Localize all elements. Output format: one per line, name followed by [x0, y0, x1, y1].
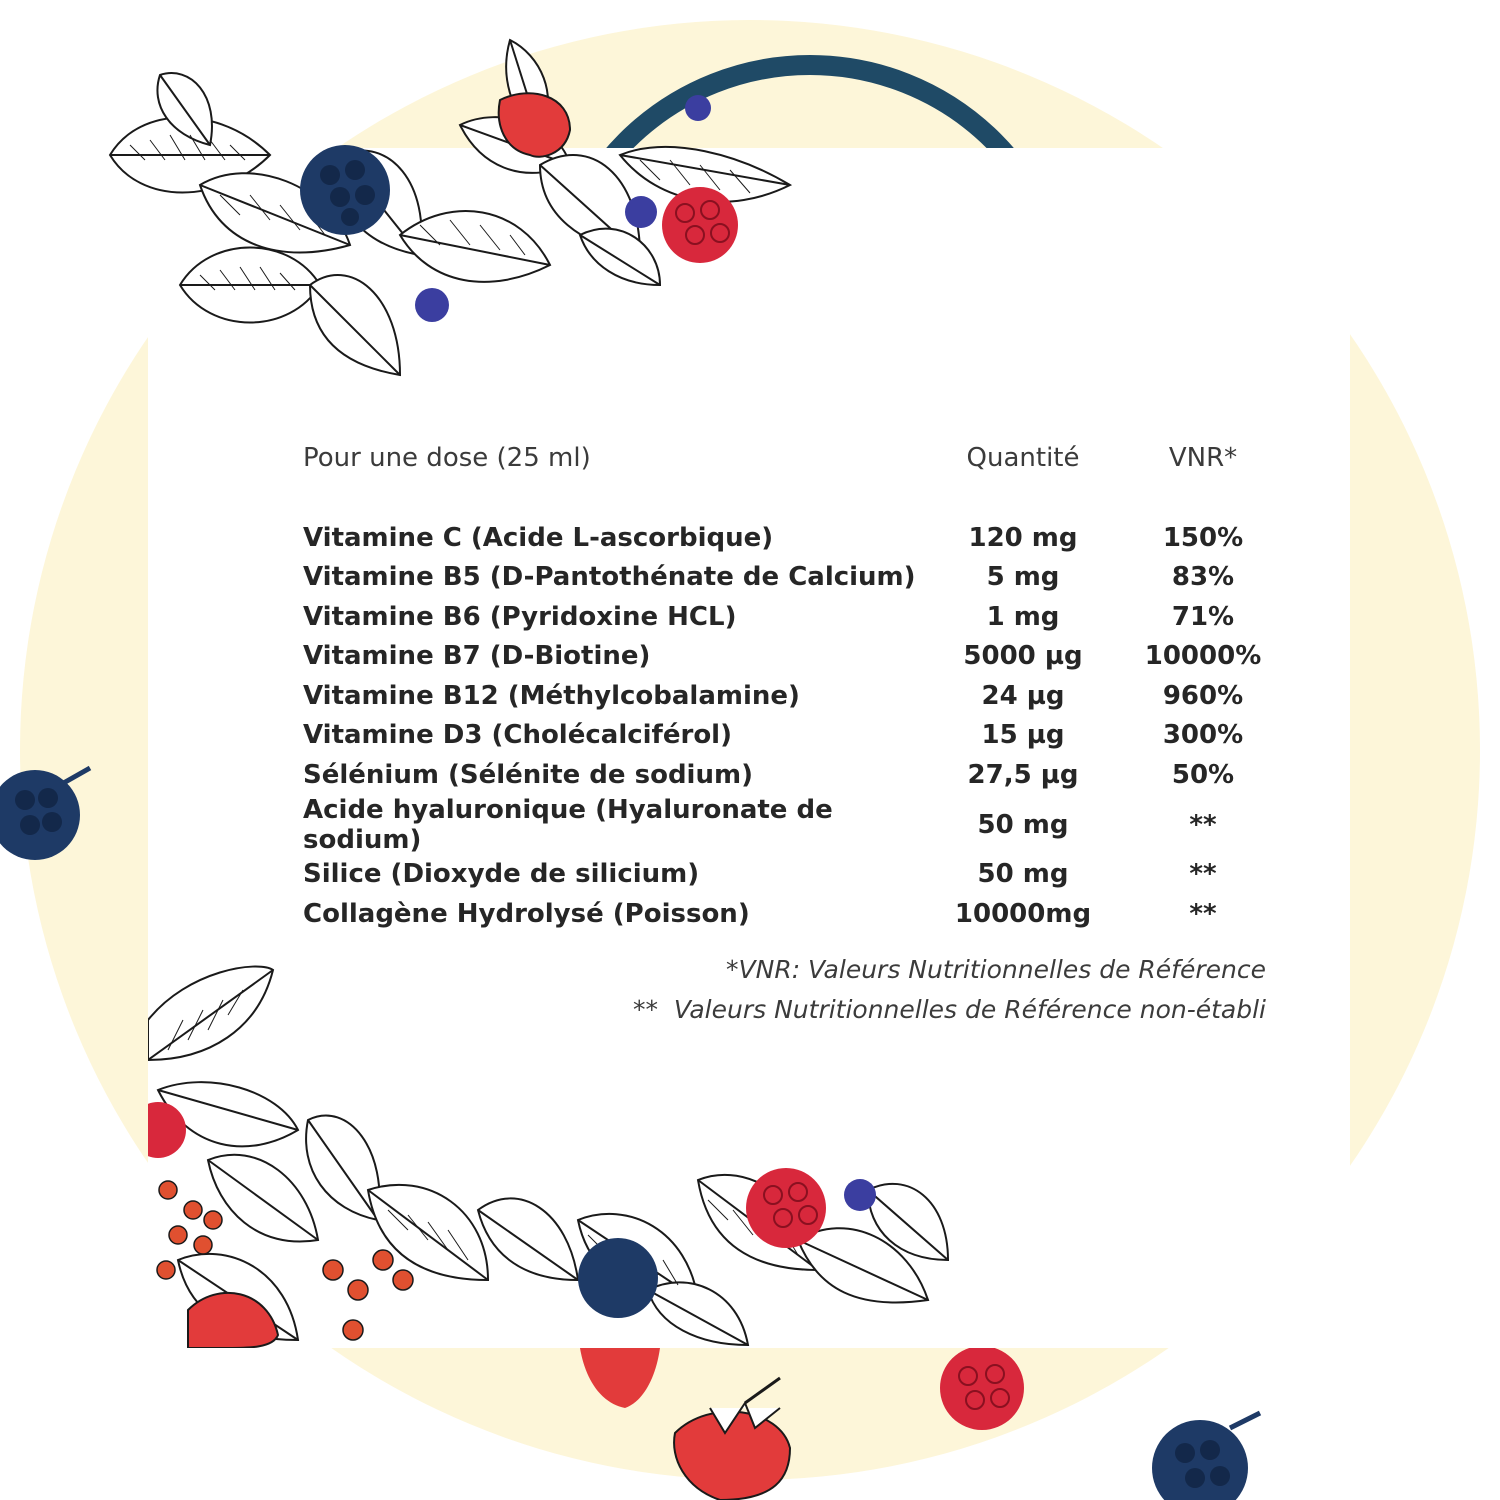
- table-header-row: [303, 438, 1303, 518]
- leaf-icon: [306, 1116, 379, 1220]
- header-vnr: VNR*: [1168, 443, 1238, 473]
- blackberry-icon: [0, 770, 80, 860]
- nutrient-quantity: 5000 µg: [963, 641, 1083, 672]
- header-portion: Pour une dose (25 ml): [303, 443, 591, 473]
- table-row: [303, 716, 1303, 756]
- leaf-icon: [148, 967, 273, 1060]
- strawberry-icon: [674, 1378, 790, 1500]
- nutrient-quantity: 50 mg: [977, 809, 1069, 840]
- raspberry-icon: [746, 1168, 826, 1248]
- blackberry-icon: [578, 1238, 658, 1318]
- nutrient-name: Sélénium (Sélénite de sodium): [303, 759, 753, 790]
- nutrient-quantity: 10000mg: [954, 898, 1092, 929]
- table-row: [303, 894, 1303, 934]
- nutrient-name: Vitamine B12 (Méthylcobalamine): [303, 680, 800, 711]
- left-blackberry: [0, 760, 100, 870]
- table-row: [303, 855, 1303, 895]
- nutrient-name: Collagène Hydrolysé (Poisson): [303, 898, 750, 929]
- bottom-fruits: [570, 1348, 1270, 1500]
- nutrient-vnr: 10000%: [1144, 641, 1262, 672]
- nutrient-quantity: 27,5 µg: [967, 759, 1079, 790]
- nutrient-name: Silice (Dioxyde de silicium): [303, 859, 700, 890]
- raspberry-icon: [662, 187, 738, 263]
- table-row: [303, 597, 1303, 637]
- table-row: [303, 518, 1303, 558]
- table-row: [303, 637, 1303, 677]
- nutrient-vnr: 50%: [1171, 759, 1235, 790]
- top-botanical-decoration: [100, 35, 800, 395]
- nutrient-name: Vitamine B5 (D-Pantothénate de Calcium): [303, 562, 916, 593]
- table-row: [303, 558, 1303, 598]
- nutrient-vnr: **: [1189, 809, 1217, 840]
- nutrient-name: Vitamine B6 (Pyridoxine HCL): [303, 601, 737, 632]
- nutrient-quantity: 24 µg: [981, 680, 1065, 711]
- nutrient-quantity: 1 mg: [986, 601, 1060, 632]
- nutrient-quantity: 50 mg: [977, 859, 1069, 890]
- blueberry-icon: [844, 1179, 876, 1211]
- nutrient-vnr: **: [1189, 859, 1217, 890]
- nutrient-name: Vitamine B7 (D-Biotine): [303, 641, 651, 672]
- nutrient-quantity: 5 mg: [986, 562, 1060, 593]
- leaf-icon: [180, 248, 320, 323]
- bottom-botanical-decoration: [148, 960, 1008, 1348]
- nutrient-vnr: 71%: [1171, 601, 1235, 632]
- blueberry-icon: [415, 288, 449, 322]
- header-quantity: Quantité: [966, 443, 1080, 473]
- blueberry-icon: [625, 196, 657, 228]
- nutrient-name: Vitamine D3 (Cholécalciférol): [303, 720, 732, 751]
- nutrient-vnr: 960%: [1162, 680, 1244, 711]
- not-established-footnote: ** Valeurs Nutritionnelles de Référence non-établi: [632, 995, 1266, 1024]
- nutrient-vnr: 150%: [1162, 522, 1244, 553]
- nutrient-quantity: 15 µg: [981, 720, 1065, 751]
- nutrient-name: Vitamine C (Acide L-ascorbique): [303, 522, 774, 553]
- nutrient-vnr: **: [1189, 898, 1217, 929]
- raspberry-icon: [940, 1348, 1024, 1430]
- leaf-icon: [310, 275, 400, 375]
- blueberry-icon: [685, 95, 711, 121]
- leaf-icon: [580, 229, 660, 285]
- strawberry-icon: [580, 1348, 660, 1408]
- nutrient-name: Acide hyaluronique (Hyaluronate de sodium): [303, 794, 833, 855]
- table-row: [303, 795, 1303, 855]
- table-row: [303, 755, 1303, 795]
- vnr-footnote: *VNR: Valeurs Nutritionnelles de Référence: [726, 955, 1266, 984]
- leaf-icon: [478, 1198, 578, 1280]
- nutrient-vnr: 83%: [1171, 562, 1235, 593]
- blackberry-icon: [1152, 1413, 1260, 1500]
- leaf-icon: [400, 211, 550, 282]
- nutrient-quantity: 120 mg: [968, 522, 1078, 553]
- nutrition-table: [303, 438, 1303, 934]
- nutrient-vnr: 300%: [1162, 720, 1244, 751]
- table-row: [303, 676, 1303, 716]
- leaf-icon: [208, 1155, 318, 1242]
- leaf-icon: [648, 1282, 748, 1345]
